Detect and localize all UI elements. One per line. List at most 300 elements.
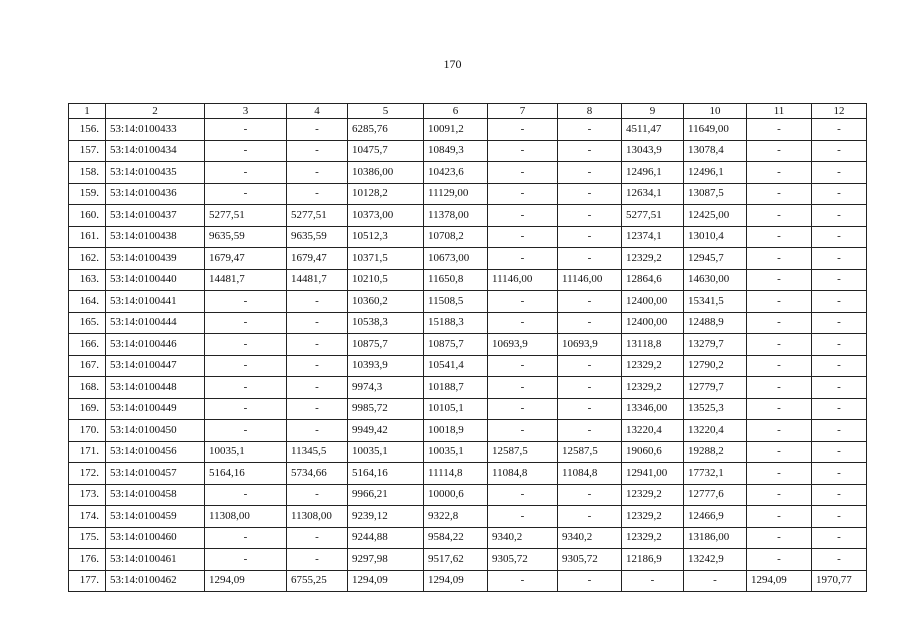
table-cell: 4511,47 xyxy=(622,119,684,141)
table-cell: - xyxy=(287,312,348,334)
cadastral-number-cell: 53:14:0100448 xyxy=(106,377,205,399)
table-row xyxy=(69,291,867,313)
table-cell: 13078,4 xyxy=(684,140,747,162)
column-header-10: 10 xyxy=(684,104,747,119)
column-header-3: 3 xyxy=(205,104,287,119)
table-cell: 9966,21 xyxy=(348,484,424,506)
table-cell: - xyxy=(622,570,684,592)
table-cell: - xyxy=(812,226,867,248)
table-cell: 1294,09 xyxy=(747,570,812,592)
table-cell: 10000,6 xyxy=(424,484,488,506)
table-row xyxy=(69,226,867,248)
column-header-2: 2 xyxy=(106,104,205,119)
table-cell: - xyxy=(205,183,287,205)
table-cell: - xyxy=(558,420,622,442)
table-cell: 9635,59 xyxy=(205,226,287,248)
table-cell: - xyxy=(812,484,867,506)
table-cell: 10693,9 xyxy=(558,334,622,356)
table-cell: - xyxy=(205,527,287,549)
table-cell: 12941,00 xyxy=(622,463,684,485)
table-cell: 11308,00 xyxy=(287,506,348,528)
table-cell: 10708,2 xyxy=(424,226,488,248)
table-cell: - xyxy=(488,570,558,592)
table-cell: 12496,1 xyxy=(684,162,747,184)
table-cell: - xyxy=(558,205,622,227)
table-cell: - xyxy=(812,398,867,420)
table-cell: - xyxy=(205,334,287,356)
table-cell: - xyxy=(747,312,812,334)
cadastral-number-cell: 53:14:0100440 xyxy=(106,269,205,291)
column-header-7: 7 xyxy=(488,104,558,119)
table-cell: 11650,8 xyxy=(424,269,488,291)
table-cell: - xyxy=(488,140,558,162)
table-cell: 5277,51 xyxy=(205,205,287,227)
table-row xyxy=(69,484,867,506)
table-cell: - xyxy=(558,398,622,420)
row-number-cell: 157. xyxy=(69,140,106,162)
cadastral-number-cell: 53:14:0100436 xyxy=(106,183,205,205)
table-cell: - xyxy=(747,205,812,227)
table-cell: - xyxy=(747,441,812,463)
table-cell: 9322,8 xyxy=(424,506,488,528)
table-cell: 12329,2 xyxy=(622,248,684,270)
table-cell: - xyxy=(558,183,622,205)
table-cell: 11146,00 xyxy=(558,269,622,291)
table-cell: - xyxy=(558,226,622,248)
table-cell: - xyxy=(488,162,558,184)
cadastral-number-cell: 53:14:0100457 xyxy=(106,463,205,485)
table-cell: - xyxy=(488,398,558,420)
row-number-cell: 172. xyxy=(69,463,106,485)
table-cell: 11378,00 xyxy=(424,205,488,227)
table-cell: 9340,2 xyxy=(558,527,622,549)
table-row xyxy=(69,162,867,184)
table-cell: - xyxy=(747,226,812,248)
table-cell: 9635,59 xyxy=(287,226,348,248)
table-row xyxy=(69,506,867,528)
table-cell: 10875,7 xyxy=(424,334,488,356)
table-row xyxy=(69,183,867,205)
table-cell: 12329,2 xyxy=(622,484,684,506)
data-table xyxy=(68,103,867,592)
table-cell: 9239,12 xyxy=(348,506,424,528)
table-cell: 10541,4 xyxy=(424,355,488,377)
table-cell: 14630,00 xyxy=(684,269,747,291)
table-cell: 10386,00 xyxy=(348,162,424,184)
table-cell: - xyxy=(287,484,348,506)
table-cell: - xyxy=(287,291,348,313)
row-number-cell: 158. xyxy=(69,162,106,184)
table-cell: - xyxy=(747,420,812,442)
table-cell: 15341,5 xyxy=(684,291,747,313)
table-cell: 12777,6 xyxy=(684,484,747,506)
table-cell: - xyxy=(747,355,812,377)
table-cell: 9305,72 xyxy=(488,549,558,571)
table-cell: - xyxy=(812,312,867,334)
table-cell: - xyxy=(287,162,348,184)
table-row xyxy=(69,420,867,442)
table-cell: 10423,6 xyxy=(424,162,488,184)
table-cell: 5277,51 xyxy=(622,205,684,227)
table-cell: - xyxy=(488,226,558,248)
table-cell: - xyxy=(488,119,558,141)
table-row xyxy=(69,570,867,592)
table-cell: 5164,16 xyxy=(348,463,424,485)
table-cell: 10673,00 xyxy=(424,248,488,270)
table-cell: 10360,2 xyxy=(348,291,424,313)
table-cell: - xyxy=(488,205,558,227)
table-cell: - xyxy=(747,140,812,162)
table-cell: - xyxy=(812,119,867,141)
table-cell: 5734,66 xyxy=(287,463,348,485)
row-number-cell: 176. xyxy=(69,549,106,571)
cadastral-number-cell: 53:14:0100434 xyxy=(106,140,205,162)
table-cell: - xyxy=(747,291,812,313)
row-number-cell: 165. xyxy=(69,312,106,334)
table-cell: 12329,2 xyxy=(622,355,684,377)
table-row xyxy=(69,248,867,270)
table-cell: 10018,9 xyxy=(424,420,488,442)
column-header-11: 11 xyxy=(747,104,812,119)
column-header-5: 5 xyxy=(348,104,424,119)
table-cell: 11649,00 xyxy=(684,119,747,141)
table-cell: - xyxy=(558,355,622,377)
table-cell: 10035,1 xyxy=(348,441,424,463)
table-cell: 12488,9 xyxy=(684,312,747,334)
table-cell: 19288,2 xyxy=(684,441,747,463)
table-cell: - xyxy=(205,420,287,442)
table-cell: - xyxy=(287,183,348,205)
table-cell: 11146,00 xyxy=(488,269,558,291)
table-cell: 10393,9 xyxy=(348,355,424,377)
row-number-cell: 173. xyxy=(69,484,106,506)
table-cell: 5164,16 xyxy=(205,463,287,485)
table-cell: - xyxy=(558,162,622,184)
table-cell: - xyxy=(558,140,622,162)
table-cell: - xyxy=(747,119,812,141)
table-cell: - xyxy=(488,420,558,442)
table-cell: 11308,00 xyxy=(205,506,287,528)
table-cell: - xyxy=(812,248,867,270)
table-cell: 12329,2 xyxy=(622,506,684,528)
table-cell: - xyxy=(747,269,812,291)
table-cell: 12634,1 xyxy=(622,183,684,205)
table-cell: 9584,22 xyxy=(424,527,488,549)
table-cell: 12587,5 xyxy=(558,441,622,463)
table-cell: 10875,7 xyxy=(348,334,424,356)
table-cell: - xyxy=(684,570,747,592)
table-cell: 10693,9 xyxy=(488,334,558,356)
table-cell: 15188,3 xyxy=(424,312,488,334)
table-cell: 14481,7 xyxy=(205,269,287,291)
table-cell: 13220,4 xyxy=(622,420,684,442)
row-number-cell: 160. xyxy=(69,205,106,227)
table-cell: 9297,98 xyxy=(348,549,424,571)
table-cell: - xyxy=(747,506,812,528)
column-header-9: 9 xyxy=(622,104,684,119)
cadastral-number-cell: 53:14:0100447 xyxy=(106,355,205,377)
cadastral-number-cell: 53:14:0100458 xyxy=(106,484,205,506)
table-cell: 10128,2 xyxy=(348,183,424,205)
cadastral-number-cell: 53:14:0100446 xyxy=(106,334,205,356)
table-row xyxy=(69,355,867,377)
table-cell: 10475,7 xyxy=(348,140,424,162)
table-cell: 1970,77 xyxy=(812,570,867,592)
table-cell: - xyxy=(812,420,867,442)
table-cell: - xyxy=(205,291,287,313)
table-row xyxy=(69,205,867,227)
table-cell: - xyxy=(488,183,558,205)
table-cell: 11084,8 xyxy=(488,463,558,485)
row-number-cell: 163. xyxy=(69,269,106,291)
table-cell: - xyxy=(287,334,348,356)
table-cell: - xyxy=(558,312,622,334)
table-cell: - xyxy=(812,291,867,313)
table-cell: - xyxy=(488,484,558,506)
table-cell: - xyxy=(287,355,348,377)
table-cell: - xyxy=(812,527,867,549)
cadastral-number-cell: 53:14:0100460 xyxy=(106,527,205,549)
table-cell: 19060,6 xyxy=(622,441,684,463)
table-cell: - xyxy=(747,183,812,205)
table-row xyxy=(69,119,867,141)
table-cell: - xyxy=(488,312,558,334)
table-cell: - xyxy=(558,377,622,399)
cadastral-number-cell: 53:14:0100456 xyxy=(106,441,205,463)
column-header-8: 8 xyxy=(558,104,622,119)
table-cell: 10512,3 xyxy=(348,226,424,248)
row-number-cell: 161. xyxy=(69,226,106,248)
table-cell: 12400,00 xyxy=(622,312,684,334)
table-cell: - xyxy=(747,162,812,184)
cadastral-number-cell: 53:14:0100438 xyxy=(106,226,205,248)
cadastral-number-cell: 53:14:0100459 xyxy=(106,506,205,528)
table-cell: - xyxy=(747,527,812,549)
table-cell: - xyxy=(747,377,812,399)
table-cell: 13010,4 xyxy=(684,226,747,248)
row-number-cell: 174. xyxy=(69,506,106,528)
row-number-cell: 170. xyxy=(69,420,106,442)
cadastral-number-cell: 53:14:0100441 xyxy=(106,291,205,313)
table-cell: 12587,5 xyxy=(488,441,558,463)
table-cell: 6755,25 xyxy=(287,570,348,592)
table-row xyxy=(69,269,867,291)
table-cell: - xyxy=(812,183,867,205)
table-cell: - xyxy=(812,463,867,485)
table-cell: 10035,1 xyxy=(205,441,287,463)
table-cell: - xyxy=(488,506,558,528)
table-cell: 13186,00 xyxy=(684,527,747,549)
table-cell: 12329,2 xyxy=(622,377,684,399)
table-cell: - xyxy=(488,291,558,313)
cadastral-number-cell: 53:14:0100444 xyxy=(106,312,205,334)
table-cell: 9949,42 xyxy=(348,420,424,442)
table-cell: 10538,3 xyxy=(348,312,424,334)
row-number-cell: 169. xyxy=(69,398,106,420)
cadastral-number-cell: 53:14:0100439 xyxy=(106,248,205,270)
table-cell: 12186,9 xyxy=(622,549,684,571)
table-cell: 12400,00 xyxy=(622,291,684,313)
column-header-4: 4 xyxy=(287,104,348,119)
table-cell: 12779,7 xyxy=(684,377,747,399)
table-cell: - xyxy=(558,248,622,270)
table-cell: 11129,00 xyxy=(424,183,488,205)
table-cell: - xyxy=(812,269,867,291)
table-row xyxy=(69,398,867,420)
row-number-cell: 167. xyxy=(69,355,106,377)
table-cell: 9340,2 xyxy=(488,527,558,549)
table-cell: - xyxy=(205,398,287,420)
table-cell: - xyxy=(747,549,812,571)
table-cell: 10091,2 xyxy=(424,119,488,141)
cadastral-number-cell: 53:14:0100433 xyxy=(106,119,205,141)
table-cell: 10371,5 xyxy=(348,248,424,270)
cadastral-number-cell: 53:14:0100435 xyxy=(106,162,205,184)
table-cell: - xyxy=(812,140,867,162)
table-cell: - xyxy=(287,420,348,442)
row-number-cell: 164. xyxy=(69,291,106,313)
table-row xyxy=(69,334,867,356)
column-header-1: 1 xyxy=(69,104,106,119)
table-cell: 13087,5 xyxy=(684,183,747,205)
table-cell: 9974,3 xyxy=(348,377,424,399)
cadastral-number-cell: 53:14:0100462 xyxy=(106,570,205,592)
cadastral-number-cell: 53:14:0100461 xyxy=(106,549,205,571)
table-cell: 10035,1 xyxy=(424,441,488,463)
column-header-6: 6 xyxy=(424,104,488,119)
table-cell: - xyxy=(287,377,348,399)
table-cell: 10188,7 xyxy=(424,377,488,399)
table-cell: 9985,72 xyxy=(348,398,424,420)
table-cell: - xyxy=(558,119,622,141)
table-cell: - xyxy=(747,484,812,506)
table-cell: - xyxy=(812,205,867,227)
table-cell: 13346,00 xyxy=(622,398,684,420)
table-cell: 12864,6 xyxy=(622,269,684,291)
table-cell: 12945,7 xyxy=(684,248,747,270)
table-cell: - xyxy=(488,248,558,270)
table-cell: - xyxy=(287,549,348,571)
row-number-cell: 177. xyxy=(69,570,106,592)
table-cell: 13220,4 xyxy=(684,420,747,442)
table-cell: 12790,2 xyxy=(684,355,747,377)
table-cell: 11114,8 xyxy=(424,463,488,485)
row-number-cell: 168. xyxy=(69,377,106,399)
table-row xyxy=(69,527,867,549)
table-cell: - xyxy=(287,119,348,141)
table-cell: - xyxy=(488,377,558,399)
table-cell: - xyxy=(558,506,622,528)
table-cell: - xyxy=(747,398,812,420)
table-cell: 10210,5 xyxy=(348,269,424,291)
table-cell: - xyxy=(747,463,812,485)
table-cell: 1679,47 xyxy=(205,248,287,270)
table-cell: - xyxy=(747,248,812,270)
table-row xyxy=(69,377,867,399)
table-cell: - xyxy=(205,355,287,377)
cadastral-number-cell: 53:14:0100449 xyxy=(106,398,205,420)
table-cell: - xyxy=(488,355,558,377)
table-cell: - xyxy=(558,484,622,506)
table-cell: - xyxy=(205,312,287,334)
row-number-cell: 159. xyxy=(69,183,106,205)
table-cell: 17732,1 xyxy=(684,463,747,485)
table-cell: 1679,47 xyxy=(287,248,348,270)
table-cell: 1294,09 xyxy=(348,570,424,592)
table-cell: 1294,09 xyxy=(424,570,488,592)
row-number-cell: 175. xyxy=(69,527,106,549)
table-cell: - xyxy=(205,140,287,162)
table-cell: 13279,7 xyxy=(684,334,747,356)
table-row xyxy=(69,140,867,162)
table-cell: 9305,72 xyxy=(558,549,622,571)
table-cell: - xyxy=(205,119,287,141)
cadastral-number-cell: 53:14:0100437 xyxy=(106,205,205,227)
table-cell: 9517,62 xyxy=(424,549,488,571)
table-cell: - xyxy=(812,162,867,184)
table-cell: 5277,51 xyxy=(287,205,348,227)
table-cell: 13525,3 xyxy=(684,398,747,420)
row-number-cell: 156. xyxy=(69,119,106,141)
table-cell: 12374,1 xyxy=(622,226,684,248)
table-header-row xyxy=(69,104,867,119)
row-number-cell: 166. xyxy=(69,334,106,356)
table-row xyxy=(69,549,867,571)
table-cell: - xyxy=(558,570,622,592)
row-number-cell: 171. xyxy=(69,441,106,463)
table-cell: 12466,9 xyxy=(684,506,747,528)
table-cell: - xyxy=(812,377,867,399)
cadastral-number-cell: 53:14:0100450 xyxy=(106,420,205,442)
table-cell: - xyxy=(287,140,348,162)
table-cell: - xyxy=(287,398,348,420)
table-cell: 12329,2 xyxy=(622,527,684,549)
table-cell: 14481,7 xyxy=(287,269,348,291)
table-cell: 11508,5 xyxy=(424,291,488,313)
table-cell: 1294,09 xyxy=(205,570,287,592)
table-cell: 10849,3 xyxy=(424,140,488,162)
table-cell: - xyxy=(812,334,867,356)
table-cell: - xyxy=(558,291,622,313)
table-cell: - xyxy=(812,549,867,571)
table-cell: - xyxy=(287,527,348,549)
table-row xyxy=(69,441,867,463)
table-cell: - xyxy=(747,334,812,356)
table-cell: - xyxy=(812,506,867,528)
table-cell: 11084,8 xyxy=(558,463,622,485)
table-cell: 10105,1 xyxy=(424,398,488,420)
page-number: 170 xyxy=(443,57,462,71)
table-cell: 6285,76 xyxy=(348,119,424,141)
table-cell: - xyxy=(812,355,867,377)
table-cell: 10373,00 xyxy=(348,205,424,227)
table-cell: 13242,9 xyxy=(684,549,747,571)
table-cell: 9244,88 xyxy=(348,527,424,549)
table-cell: - xyxy=(205,162,287,184)
table-cell: - xyxy=(205,484,287,506)
table-row xyxy=(69,463,867,485)
table-cell: 12496,1 xyxy=(622,162,684,184)
table-cell: 13118,8 xyxy=(622,334,684,356)
table-cell: 13043,9 xyxy=(622,140,684,162)
row-number-cell: 162. xyxy=(69,248,106,270)
table-row xyxy=(69,312,867,334)
table-cell: - xyxy=(205,377,287,399)
column-header-12: 12 xyxy=(812,104,867,119)
table-cell: 11345,5 xyxy=(287,441,348,463)
table-cell: 12425,00 xyxy=(684,205,747,227)
table-cell: - xyxy=(205,549,287,571)
